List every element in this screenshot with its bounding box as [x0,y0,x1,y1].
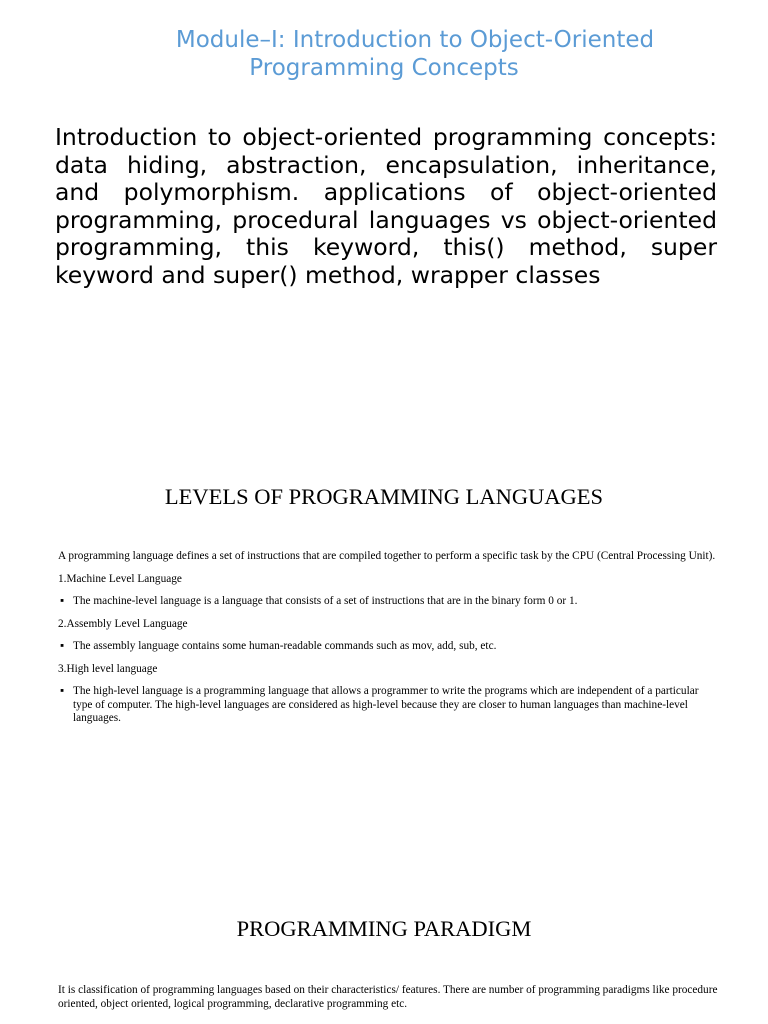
module-title [0,26,768,82]
level-1-bullet [58,595,718,609]
paradigm-section [58,984,718,1011]
module-title-line-2: Programming Concepts [249,55,519,81]
levels-section [58,550,718,735]
level-3-description: The high-level language is a programming language that allows a programmer to write the programs which are independent of a particular type of computer. The high-level languages are considered as high-level because they are closer to human languages than machine-level languages. [73,685,699,724]
module-title-line-1: Module–I: Introduction to Object-Oriented [175,27,655,53]
level-1-description: The machine-level language is a language that consists of a set of instructions that are in the binary form 0 or 1. [73,595,578,607]
level-3-title: 3.High level language [58,662,158,675]
levels-heading: LEVELS OF PROGRAMMING LANGUAGES [164,484,604,509]
level-3-bullet [58,685,718,726]
level-2-title: 2.Assembly Level Language [58,617,188,630]
bullet-square-icon: ▪ [60,685,65,697]
levels-intro: A programming language defines a set of instructions that are compiled together to perform a specific task by the CPU (Central Processing Unit). [58,550,716,562]
level-1-title: 1.Machine Level Language [58,572,182,585]
paradigm-text: It is classification of programming languages based on their characteristics/ features. There are number of programming paradigms like procedure oriented, object oriented, logical programming, declarative programming etc. [58,984,718,1010]
paradigm-heading: PROGRAMMING PARADIGM [236,916,532,941]
level-2-bullet [58,640,718,654]
intro-paragraph: Introduction to object-oriented programming concepts: data hiding, abstraction, encapsulation, inheritance, and polymorphism. applications of object-oriented programming, procedural languages vs object-oriented programming, this keyword, this() method, super keyword and super() method, wrapper classes [55,123,717,289]
level-2-description: The assembly language contains some human-readable commands such as mov, add, sub, etc. [73,640,497,652]
bullet-square-icon: ▪ [60,595,65,607]
bullet-square-icon: ▪ [60,640,65,652]
